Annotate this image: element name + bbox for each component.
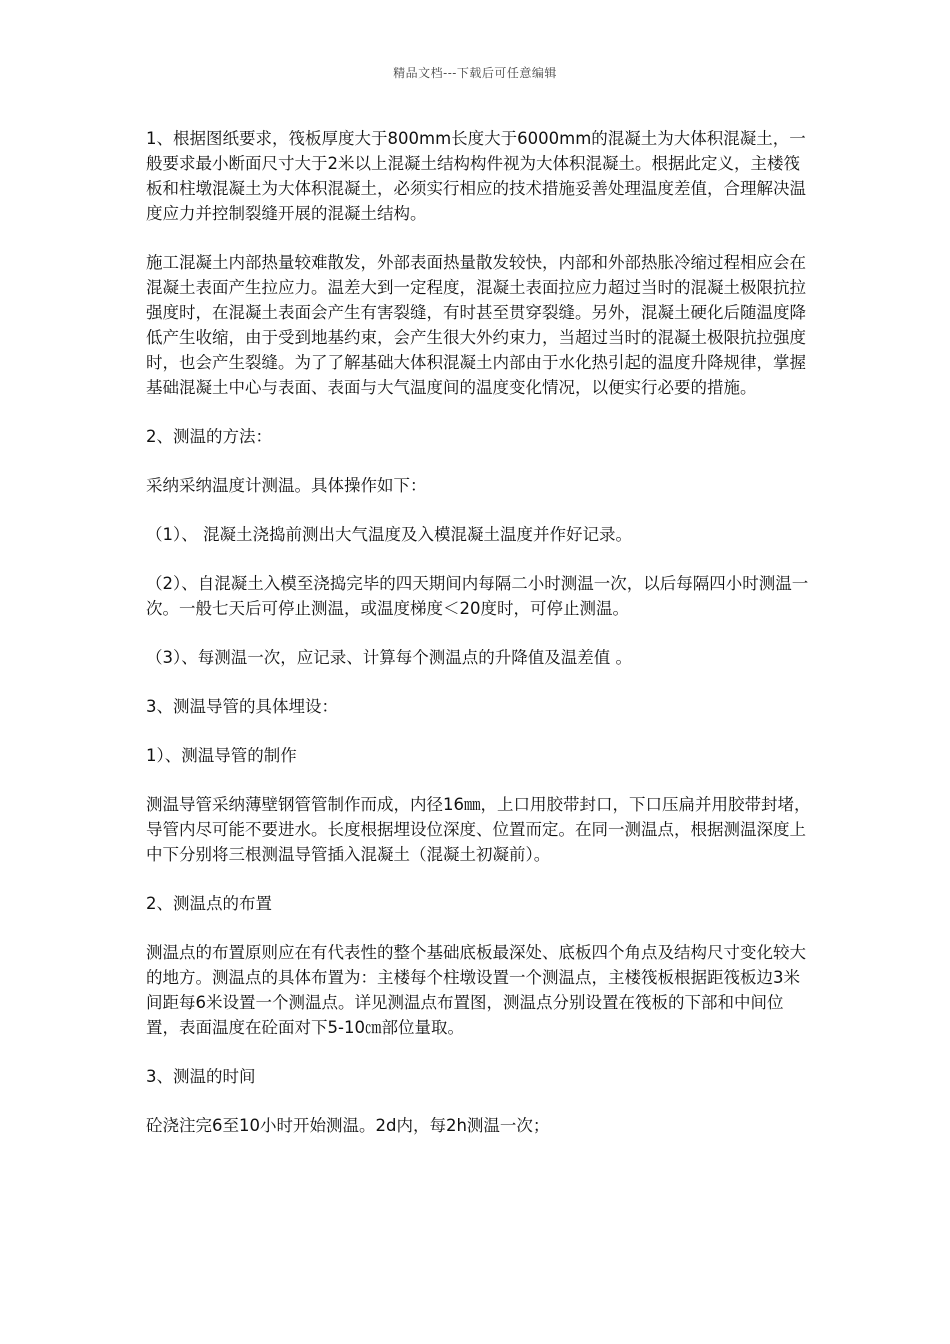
paragraph-intro: 1、根据图纸要求，筏板厚度大于800mm长度大于6000mm的混凝土为大体积混凝土，一般要求最小断面尺寸大于2米以上混凝土结构构件视为大体积混凝土。根据此定义，主楼筏板和柱墩混凝土为大体积混凝土，必须实行相应的技术措施妥善处理温度差值，合理解决温度应力并控制裂缝开展的混凝土结构。 bbox=[146, 129, 806, 223]
list-item-2: （2）、自混凝土入模至浇捣完毕的四天期间内每隔二小时测温一次，以后每隔四小时测温一次。一般七天后可停止测温，或温度梯度＜20度时，可停止测温。 bbox=[146, 574, 809, 618]
subheading-point-layout: 2、测温点的布置 bbox=[146, 894, 272, 913]
list-item-3: （3）、每测温一次，应记录、计算每个测温点的升降值及温差值 。 bbox=[146, 648, 632, 667]
paragraph-explanation: 施工混凝土内部热量较难散发，外部表面热量散发较快，内部和外部热胀冷缩过程相应会在混凝土表面产生拉应力。温差大到一定程度，混凝土表面拉应力超过当时的混凝土极限抗拉强度时，在混凝土表面会产生有害裂缝，有时甚至贯穿裂缝。另外，混凝土硬化后随温度降低产生收缩，由于受到地基约束，会产生很大外约束力，当超过当时的混凝土极限抗拉强度时，也会产生裂缝。为了了解基础大体积混凝土内部由于水化热引起的温度升降规律，掌握基础混凝土中心与表面、表面与大气温度间的温度变化情况，以便实行必要的措施。 bbox=[146, 253, 806, 397]
page-header: 精品文档---下载后可任意编辑 bbox=[393, 66, 557, 80]
paragraph-method-intro: 采纳采纳温度计测温。具体操作如下： bbox=[146, 476, 427, 495]
document-body bbox=[146, 126, 814, 1162]
paragraph-conduit-making: 测温导管采纳薄壁钢管管制作而成，内径16㎜，上口用胶带封口，下口压扁并用胶带封堵，导管内尽可能不要进水。长度根据埋设位深度、位置而定。在同一测温点，根据测温深度上中下分别将三根测温导管插入混凝土（混凝土初凝前）。 bbox=[146, 795, 811, 864]
list-item-1: （1）、 混凝土浇捣前测出大气温度及入模混凝土温度并作好记录。 bbox=[146, 525, 632, 544]
paragraph-timing: 砼浇注完6至10小时开始测温。2d内，每2h测温一次； bbox=[146, 1116, 550, 1135]
subheading-conduit-making: 1）、测温导管的制作 bbox=[146, 746, 297, 765]
heading-method: 2、测温的方法： bbox=[146, 427, 272, 446]
heading-conduit: 3、测温导管的具体埋设： bbox=[146, 697, 338, 716]
paragraph-point-layout: 测温点的布置原则应在有代表性的整个基础底板最深处、底板四个角点及结构尺寸变化较大的地方。测温点的具体布置为：主楼每个柱墩设置一个测温点，主楼筏板根据距筏板边3米间距每6米设置一个测温点。详见测温点布置图，测温点分别设置在筏板的下部和中间位置，表面温度在砼面对下5-10㎝部位量取。 bbox=[146, 943, 806, 1037]
subheading-timing: 3、测温的时间 bbox=[146, 1067, 256, 1086]
